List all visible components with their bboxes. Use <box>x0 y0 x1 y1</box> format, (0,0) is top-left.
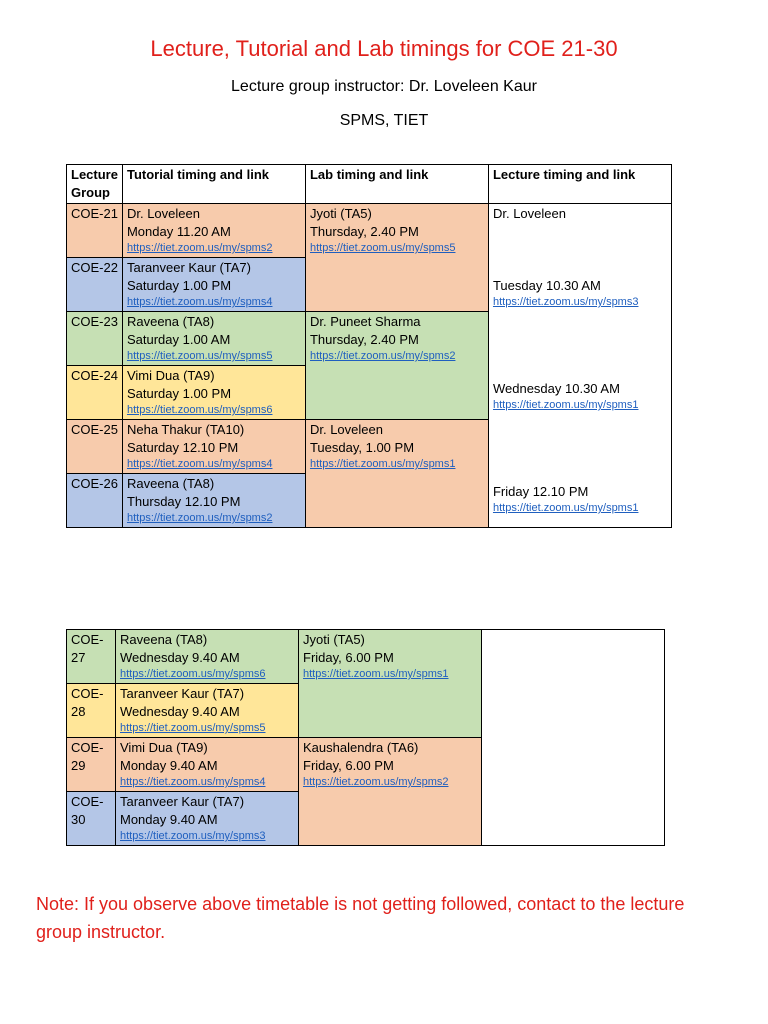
tutorial-cell <box>116 738 299 792</box>
group-cell: COE-24 <box>67 366 123 420</box>
lecture-zoom-link[interactable]: https://tiet.zoom.us/my/spms1 <box>492 502 639 514</box>
tutor-name: Raveena (TA8) <box>120 632 208 647</box>
group-cell: COE-22 <box>67 258 123 312</box>
tutorial-time: Saturday 12.10 PM <box>126 440 239 455</box>
lecturer-name: Dr. Loveleen <box>492 206 566 221</box>
lab-zoom-link[interactable]: https://tiet.zoom.us/my/spms2 <box>303 776 449 788</box>
tutor-name: Vimi Dua (TA9) <box>126 368 215 383</box>
lab-cell <box>299 630 482 738</box>
tutor-name: Taranveer Kaur (TA7) <box>126 260 251 275</box>
tutor-name: Vimi Dua (TA9) <box>120 740 208 755</box>
tutorial-time: Monday 11.20 AM <box>126 224 231 239</box>
tutor-name: Taranveer Kaur (TA7) <box>120 686 245 701</box>
tutorial-time: Saturday 1.00 PM <box>126 278 232 293</box>
tutorial-zoom-link[interactable]: https://tiet.zoom.us/my/spms6 <box>120 668 266 680</box>
header-lecture-group: Lecture Group <box>67 165 123 204</box>
header-tutorial: Tutorial timing and link <box>122 165 305 204</box>
tutorial-time: Monday 9.40 AM <box>120 812 218 827</box>
tutorial-time: Saturday 1.00 AM <box>126 332 231 347</box>
tutorial-cell <box>122 420 305 474</box>
tutorial-time: Wednesday 9.40 AM <box>120 650 240 665</box>
timetable-coe-21-26 <box>66 164 672 528</box>
group-cell: COE-30 <box>67 792 116 846</box>
table-row <box>67 630 665 684</box>
lecture-zoom-link[interactable]: https://tiet.zoom.us/my/spms3 <box>492 296 639 308</box>
tutorial-zoom-link[interactable]: https://tiet.zoom.us/my/spms5 <box>126 350 273 362</box>
lab-zoom-link[interactable]: https://tiet.zoom.us/my/spms1 <box>309 458 456 470</box>
tutorial-time: Wednesday 9.40 AM <box>120 704 240 719</box>
header-lab: Lab timing and link <box>305 165 488 204</box>
tutorial-time: Saturday 1.00 PM <box>126 386 232 401</box>
group-cell: COE-27 <box>67 630 116 684</box>
lab-zoom-link[interactable]: https://tiet.zoom.us/my/spms2 <box>309 350 456 362</box>
lab-time: Thursday, 2.40 PM <box>309 224 419 239</box>
instructor-line: Lecture group instructor: Dr. Loveleen Kaur <box>231 78 537 95</box>
group-cell: COE-28 <box>67 684 116 738</box>
lecture-zoom-link[interactable]: https://tiet.zoom.us/my/spms1 <box>492 399 639 411</box>
tutorial-cell <box>122 258 305 312</box>
tutorial-time: Monday 9.40 AM <box>120 758 218 773</box>
group-cell: COE-25 <box>67 420 123 474</box>
tutorial-cell <box>122 474 305 528</box>
tutorial-zoom-link[interactable]: https://tiet.zoom.us/my/spms4 <box>126 296 273 308</box>
tutorial-cell <box>122 204 305 258</box>
tutorial-cell <box>122 366 305 420</box>
tutorial-zoom-link[interactable]: https://tiet.zoom.us/my/spms2 <box>126 242 273 254</box>
lab-instructor: Jyoti (TA5) <box>309 206 372 221</box>
lecture-time: Tuesday 10.30 AM <box>492 278 601 293</box>
tutorial-zoom-link[interactable]: https://tiet.zoom.us/my/spms4 <box>126 458 273 470</box>
lab-cell <box>305 204 488 312</box>
lab-time: Friday, 6.00 PM <box>303 650 394 665</box>
lab-cell <box>305 312 488 420</box>
note-text: Note: If you observe above timetable is not getting followed, contact to the lecture group instructor. <box>36 894 685 942</box>
timetable-coe-27-30 <box>66 629 665 846</box>
lab-zoom-link[interactable]: https://tiet.zoom.us/my/spms5 <box>309 242 456 254</box>
header-lecture: Lecture timing and link <box>488 165 671 204</box>
group-cell: COE-26 <box>67 474 123 528</box>
lecture-cell <box>488 204 671 528</box>
tutorial-zoom-link[interactable]: https://tiet.zoom.us/my/spms2 <box>126 512 273 524</box>
tutorial-zoom-link[interactable]: https://tiet.zoom.us/my/spms5 <box>120 722 266 734</box>
tutorial-zoom-link[interactable]: https://tiet.zoom.us/my/spms6 <box>126 404 273 416</box>
department-line: SPMS, TIET <box>339 112 429 129</box>
lab-instructor: Jyoti (TA5) <box>303 632 365 647</box>
page-title: Lecture, Tutorial and Lab timings for COE 21-30 <box>150 36 618 61</box>
tutor-name: Dr. Loveleen <box>126 206 200 221</box>
table-row <box>67 204 672 258</box>
lab-instructor: Kaushalendra (TA6) <box>303 740 419 755</box>
tutorial-cell <box>122 312 305 366</box>
tutor-name: Neha Thakur (TA10) <box>126 422 245 437</box>
tutorial-cell <box>116 630 299 684</box>
lab-zoom-link[interactable]: https://tiet.zoom.us/my/spms1 <box>303 668 449 680</box>
lab-time: Tuesday, 1.00 PM <box>309 440 415 455</box>
tutorial-cell <box>116 792 299 846</box>
table-header-row <box>67 165 672 204</box>
lab-instructor: Dr. Loveleen <box>309 422 383 437</box>
lab-time: Thursday, 2.40 PM <box>309 332 419 347</box>
tutor-name: Raveena (TA8) <box>126 314 215 329</box>
tutor-name: Taranveer Kaur (TA7) <box>120 794 245 809</box>
lab-cell <box>299 738 482 846</box>
lecture-cell-empty <box>482 630 665 846</box>
lab-time: Friday, 6.00 PM <box>303 758 394 773</box>
group-cell: COE-29 <box>67 738 116 792</box>
tutorial-zoom-link[interactable]: https://tiet.zoom.us/my/spms4 <box>120 776 266 788</box>
lecture-time: Friday 12.10 PM <box>492 484 589 499</box>
lab-cell <box>305 420 488 528</box>
group-cell: COE-23 <box>67 312 123 366</box>
tutorial-zoom-link[interactable]: https://tiet.zoom.us/my/spms3 <box>120 830 266 842</box>
lab-instructor: Dr. Puneet Sharma <box>309 314 421 329</box>
tutorial-cell <box>116 684 299 738</box>
tutor-name: Raveena (TA8) <box>126 476 215 491</box>
tutorial-time: Thursday 12.10 PM <box>126 494 241 509</box>
group-cell: COE-21 <box>67 204 123 258</box>
lecture-time: Wednesday 10.30 AM <box>492 381 620 396</box>
